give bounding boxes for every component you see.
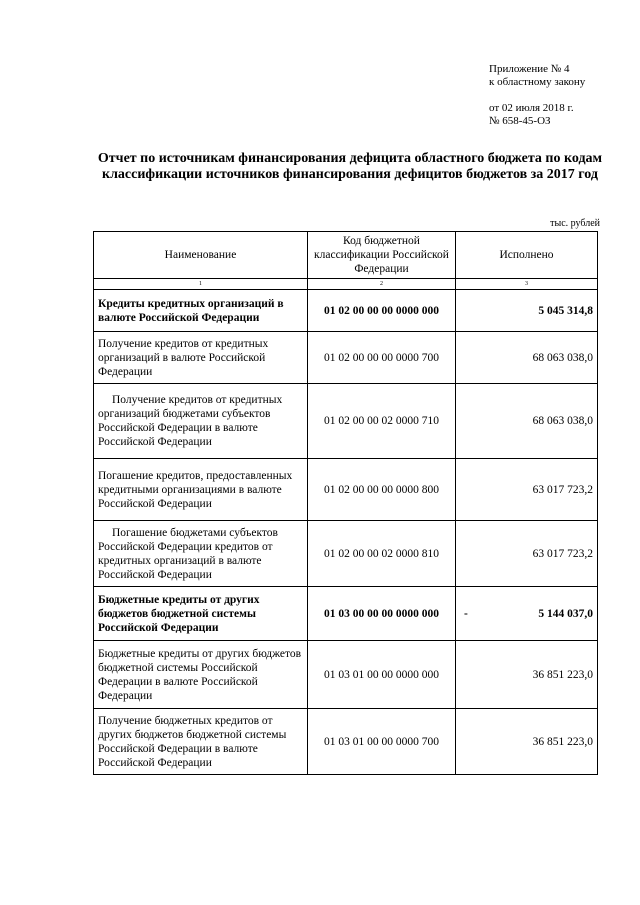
row-name: Получение кредитов от кредитных организаций в валюте Российской Федерации <box>94 332 308 384</box>
header-code: Код бюджетной классификации Российской Федерации <box>308 232 456 279</box>
row-amount: 36 851 223,0 <box>456 709 598 775</box>
row-code: 01 02 00 00 00 0000 000 <box>308 290 456 332</box>
row-code: 01 02 00 00 02 0000 710 <box>308 384 456 459</box>
row-name: Погашение кредитов, предоставленных кредитными организациями в валюте Российской Федерации <box>94 459 308 521</box>
attachment-line: к областному закону <box>489 76 586 88</box>
table-row <box>94 709 598 775</box>
row-name: Бюджетные кредиты от других бюджетов бюджетной системы Российской Федерации в валюте Российской Федерации <box>94 641 308 709</box>
unit-label: тыс. рублей <box>550 218 600 229</box>
row-amount: 63 017 723,2 <box>456 459 598 521</box>
table-header-row <box>94 232 598 279</box>
header-name: Наименование <box>94 232 308 279</box>
table-row <box>94 459 598 521</box>
table-row <box>94 521 598 587</box>
attachment-line: № 658-45-ОЗ <box>489 115 551 127</box>
row-amount: 5 045 314,8 <box>456 290 598 332</box>
attachment-line: Приложение № 4 <box>489 63 570 75</box>
row-name: Получение кредитов от кредитных организаций бюджетами субъектов Российской Федерации в валюте Российской Федерации <box>94 384 308 459</box>
negative-sign: - <box>464 607 468 620</box>
row-amount: 68 063 038,0 <box>456 384 598 459</box>
row-code: 01 02 00 00 02 0000 810 <box>308 521 456 587</box>
table-row <box>94 332 598 384</box>
row-name: Бюджетные кредиты от других бюджетов бюджетной системы Российской Федерации <box>94 587 308 641</box>
report-table <box>93 231 598 775</box>
row-code: 01 02 00 00 00 0000 800 <box>308 459 456 521</box>
header-executed: Исполнено <box>456 232 598 279</box>
row-code: 01 02 00 00 00 0000 700 <box>308 332 456 384</box>
document-title: Отчет по источникам финансирования дефицита областного бюджета по кодам классификации источников финансирования дефицитов бюджетов за 2017 год <box>97 151 603 182</box>
column-number: 1 <box>94 279 308 290</box>
row-code: 01 03 01 00 00 0000 700 <box>308 709 456 775</box>
table-row <box>94 290 598 332</box>
row-amount: 36 851 223,0 <box>456 641 598 709</box>
row-name: Кредиты кредитных организаций в валюте Российской Федерации <box>94 290 308 332</box>
row-name: Погашение бюджетами субъектов Российской Федерации кредитов от кредитных организаций в валюте Российской Федерации <box>94 521 308 587</box>
attachment-note <box>489 63 585 128</box>
table-row <box>94 384 598 459</box>
attachment-line: от 02 июля 2018 г. <box>489 102 574 114</box>
table-row <box>94 641 598 709</box>
row-name: Получение бюджетных кредитов от других бюджетов бюджетной системы Российской Федерации в валюте Российской Федерации <box>94 709 308 775</box>
row-code: 01 03 00 00 00 0000 000 <box>308 587 456 641</box>
table-row <box>94 587 598 641</box>
row-code: 01 03 01 00 00 0000 000 <box>308 641 456 709</box>
row-amount: 5 144 037,0 <box>538 607 593 620</box>
row-amount: 68 063 038,0 <box>456 332 598 384</box>
column-number-row <box>94 279 598 290</box>
column-number: 3 <box>456 279 598 290</box>
column-number: 2 <box>308 279 456 290</box>
row-amount: 63 017 723,2 <box>456 521 598 587</box>
row-amount-cell <box>456 587 598 641</box>
